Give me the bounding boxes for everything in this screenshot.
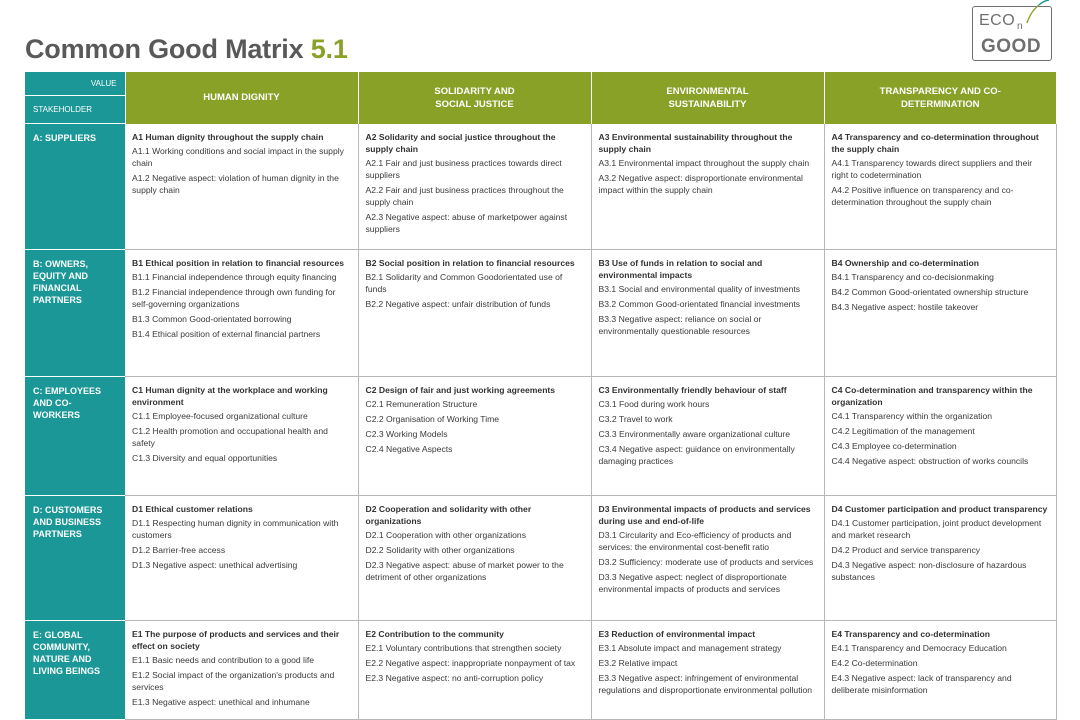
matrix-cell <box>358 250 591 377</box>
matrix-row <box>25 377 1056 496</box>
matrix-cell <box>824 377 1056 496</box>
cell-item: E2.2 Negative aspect: inappropriate nonpayment of tax <box>365 658 576 668</box>
cell-heading: C4 Co-determination and transparency within the organization <box>831 385 1033 407</box>
cell-item: C4.1 Transparency within the organization <box>831 411 993 421</box>
stakeholder-cell <box>25 124 125 250</box>
cell-item: B3.3 Negative aspect: reliance on social or environmentally questionable resources <box>598 314 762 336</box>
matrix-row <box>25 621 1056 720</box>
value-header-text: TRANSPARENCY AND CO-DETERMINATION <box>879 85 1001 110</box>
matrix-row <box>25 250 1056 377</box>
stakeholder-label: A: SUPPLIERS <box>33 133 97 143</box>
cell-item: D1.2 Barrier-free access <box>132 545 226 555</box>
common-good-matrix <box>25 72 1057 720</box>
cell-item: B4.2 Common Good-orientated ownership structure <box>831 287 1029 297</box>
stakeholder-label: C: EMPLOYEES AND CO-WORKERS <box>33 386 102 420</box>
cell-heading: D3 Environmental impacts of products and services during use and end-of-life <box>598 504 811 526</box>
cell-item: C4.2 Legitimation of the management <box>831 426 975 436</box>
cell-item: C1.2 Health promotion and occupational health and safety <box>132 426 328 448</box>
value-header-text: SOLIDARITY AND SOCIAL JUSTICE <box>434 85 515 110</box>
cell-item: B4.1 Transparency and co-decisionmaking <box>831 272 994 282</box>
stakeholder-cell <box>25 496 125 621</box>
econgood-logo <box>972 6 1052 61</box>
cell-heading: B2 Social position in relation to financial resources <box>365 258 575 268</box>
cell-item: B4.3 Negative aspect: hostile takeover <box>831 302 979 312</box>
stakeholder-cell <box>25 621 125 720</box>
cell-item: C3.3 Environmentally aware organizational culture <box>598 429 791 439</box>
cell-item: C2.4 Negative Aspects <box>365 444 453 454</box>
title-version: 5.1 <box>310 34 348 64</box>
cell-item: D1.1 Respecting human dignity in communication with customers <box>132 518 339 540</box>
cell-heading: B4 Ownership and co-determination <box>831 258 980 268</box>
matrix-cell <box>125 124 358 250</box>
cell-item: D2.2 Solidarity with other organizations <box>365 545 515 555</box>
matrix-cell <box>591 250 824 377</box>
cell-heading: E3 Reduction of environmental impact <box>598 629 756 639</box>
stakeholder-label: D: CUSTOMERS AND BUSINESS PARTNERS <box>33 505 103 539</box>
cell-item: D2.3 Negative aspect: abuse of market power to the detriment of other organizations <box>365 560 564 582</box>
cell-item: E1.3 Negative aspect: unethical and inhumane <box>132 697 310 707</box>
logo-eco: ECO <box>979 12 1016 29</box>
stakeholder-label: B: OWNERS, EQUITY AND FINANCIAL PARTNERS <box>33 259 89 305</box>
cell-item: A4.2 Positive influence on transparency and co-determination throughout the supply chain <box>831 184 1014 207</box>
value-header-solidarity <box>358 72 591 124</box>
cell-item: C2.3 Working Models <box>365 429 448 439</box>
cell-item: C2.1 Remuneration Structure <box>365 399 478 409</box>
cell-item: B1.2 Financial independence through own funding for self-governing organizations <box>132 287 336 309</box>
cell-item: D4.3 Negative aspect: non-disclosure of hazardous substances <box>831 560 1027 582</box>
cell-item: A2.2 Fair and just business practices throughout the supply chain <box>365 184 564 207</box>
cell-item: C1.1 Employee-focused organizational culture <box>132 411 308 421</box>
matrix-cell <box>125 621 358 720</box>
cell-item: C3.2 Travel to work <box>598 414 673 424</box>
cell-heading: C3 Environmentally friendly behaviour of staff <box>598 385 787 395</box>
matrix-cell <box>824 496 1056 621</box>
cell-item: A1.1 Working conditions and social impact in the supply chain <box>132 145 344 168</box>
cell-item: D1.3 Negative aspect: unethical advertising <box>132 560 298 570</box>
cell-item: B2.1 Solidarity and Common Goodorientated use of funds <box>365 272 563 294</box>
cell-item: B1.4 Ethical position of external financial partners <box>132 329 321 339</box>
title-text: Common Good Matrix <box>25 34 304 64</box>
matrix-cell <box>125 377 358 496</box>
cell-item: D3.1 Circularity and Eco-efficiency of products and services: the environmental cost-benefit ratio <box>598 530 792 552</box>
matrix-cell <box>125 250 358 377</box>
cell-item: A1.2 Negative aspect: violation of human dignity in the supply chain <box>132 172 339 195</box>
cell-item: E4.3 Negative aspect: lack of transparency and deliberate misinformation <box>831 673 1012 695</box>
cell-heading: C1 Human dignity at the workplace and working environment <box>132 385 328 407</box>
matrix-cell <box>824 250 1056 377</box>
cell-heading: A4 Transparency and co-determination throughout the supply chain <box>831 131 1039 154</box>
header-corner <box>25 72 125 124</box>
cell-heading: D2 Cooperation and solidarity with other organizations <box>365 504 532 526</box>
cell-heading: A2 Solidarity and social justice throughout the supply chain <box>365 131 556 154</box>
cell-item: C1.3 Diversity and equal opportunities <box>132 453 278 463</box>
matrix-cell <box>591 621 824 720</box>
cell-heading: D1 Ethical customer relations <box>132 504 253 514</box>
stakeholder-label: STAKEHOLDER <box>33 105 92 114</box>
cell-item: E3.2 Relative impact <box>598 658 678 668</box>
cell-item: C3.4 Negative aspect: guidance on environmentally damaging practices <box>598 444 795 466</box>
matrix-cell <box>358 377 591 496</box>
cell-item: A2.3 Negative aspect: abuse of marketpower against suppliers <box>365 211 568 234</box>
cell-item: E4.1 Transparency and Democracy Education <box>831 643 1007 653</box>
cell-item: B3.2 Common Good-orientated financial investments <box>598 299 801 309</box>
value-label: VALUE <box>25 72 125 96</box>
cell-item: E1.2 Social impact of the organization's products and services <box>132 670 335 692</box>
cell-heading: B1 Ethical position in relation to financial resources <box>132 258 345 268</box>
matrix-cell <box>824 621 1056 720</box>
cell-item: E1.1 Basic needs and contribution to a good life <box>132 655 315 665</box>
matrix-cell <box>358 496 591 621</box>
matrix-cell <box>591 496 824 621</box>
cell-item: A4.1 Transparency towards direct suppliers and their right to codetermination <box>831 157 1033 180</box>
cell-item: E4.2 Co-determination <box>831 658 918 668</box>
matrix-cell <box>591 124 824 250</box>
matrix-cell <box>358 621 591 720</box>
cell-heading: E4 Transparency and co-determination <box>831 629 991 639</box>
cell-item: E3.3 Negative aspect: infringement of environmental regulations and disproportionate environmental pollution <box>598 673 813 695</box>
matrix-cell <box>125 496 358 621</box>
cell-item: B1.3 Common Good-orientated borrowing <box>132 314 292 324</box>
stakeholder-label: E: GLOBAL COMMUNITY, NATURE AND LIVING BEINGS <box>33 630 101 676</box>
cell-item: C3.1 Food during work hours <box>598 399 710 409</box>
stakeholder-cell <box>25 250 125 377</box>
value-header-human-dignity: HUMAN DIGNITY <box>125 72 358 124</box>
cell-heading: E2 Contribution to the community <box>365 629 504 639</box>
cell-item: B2.2 Negative aspect: unfair distribution of funds <box>365 299 551 309</box>
cell-heading: C2 Design of fair and just working agreements <box>365 385 556 395</box>
cell-item: E3.1 Absolute impact and management strategy <box>598 643 782 653</box>
matrix-row <box>25 124 1056 250</box>
cell-heading: A1 Human dignity throughout the supply chain <box>132 131 324 142</box>
cell-item: B1.1 Financial independence through equity financing <box>132 272 337 282</box>
cell-item: A2.1 Fair and just business practices towards direct suppliers <box>365 157 562 180</box>
leaf-icon <box>1025 0 1053 25</box>
cell-item: C4.3 Employee co-determination <box>831 441 957 451</box>
cell-item: D3.2 Sufficiency: moderate use of products and services <box>598 557 814 567</box>
cell-item: D4.1 Customer participation, joint product development and market research <box>831 518 1042 540</box>
cell-heading: E1 The purpose of products and services and their effect on society <box>132 629 340 651</box>
value-header-transparency <box>824 72 1056 124</box>
cell-heading: A3 Environmental sustainability throughout the supply chain <box>598 131 793 154</box>
cell-heading: D4 Customer participation and product transparency <box>831 504 1048 514</box>
cell-item: A3.2 Negative aspect: disproportionate environmental impact within the supply chain <box>598 172 803 195</box>
cell-item: C4.4 Negative aspect: obstruction of works councils <box>831 456 1029 466</box>
matrix-row <box>25 496 1056 621</box>
cell-item: D4.2 Product and service transparency <box>831 545 981 555</box>
cell-item: A3.1 Environmental impact throughout the supply chain <box>598 157 810 168</box>
value-header-text: ENVIRONMENTAL SUSTAINABILITY <box>666 85 749 110</box>
matrix-cell <box>591 377 824 496</box>
cell-heading: B3 Use of funds in relation to social and environmental impacts <box>598 258 763 280</box>
logo-n: n <box>1017 21 1023 32</box>
stakeholder-cell <box>25 377 125 496</box>
cell-item: C2.2 Organisation of Working Time <box>365 414 500 424</box>
matrix-cell <box>358 124 591 250</box>
cell-item: D3.3 Negative aspect: neglect of disproportionate environmental impacts of products and services <box>598 572 787 594</box>
cell-item: E2.3 Negative aspect: no anti-corruption policy <box>365 673 544 683</box>
matrix-cell <box>824 124 1056 250</box>
cell-item: E2.1 Voluntary contributions that strengthen society <box>365 643 562 653</box>
cell-item: D2.1 Cooperation with other organizations <box>365 530 527 540</box>
logo-good: GOOD <box>981 36 1042 57</box>
cell-item: B3.1 Social and environmental quality of investments <box>598 284 801 294</box>
value-header-environmental <box>591 72 824 124</box>
page-title <box>25 34 348 65</box>
